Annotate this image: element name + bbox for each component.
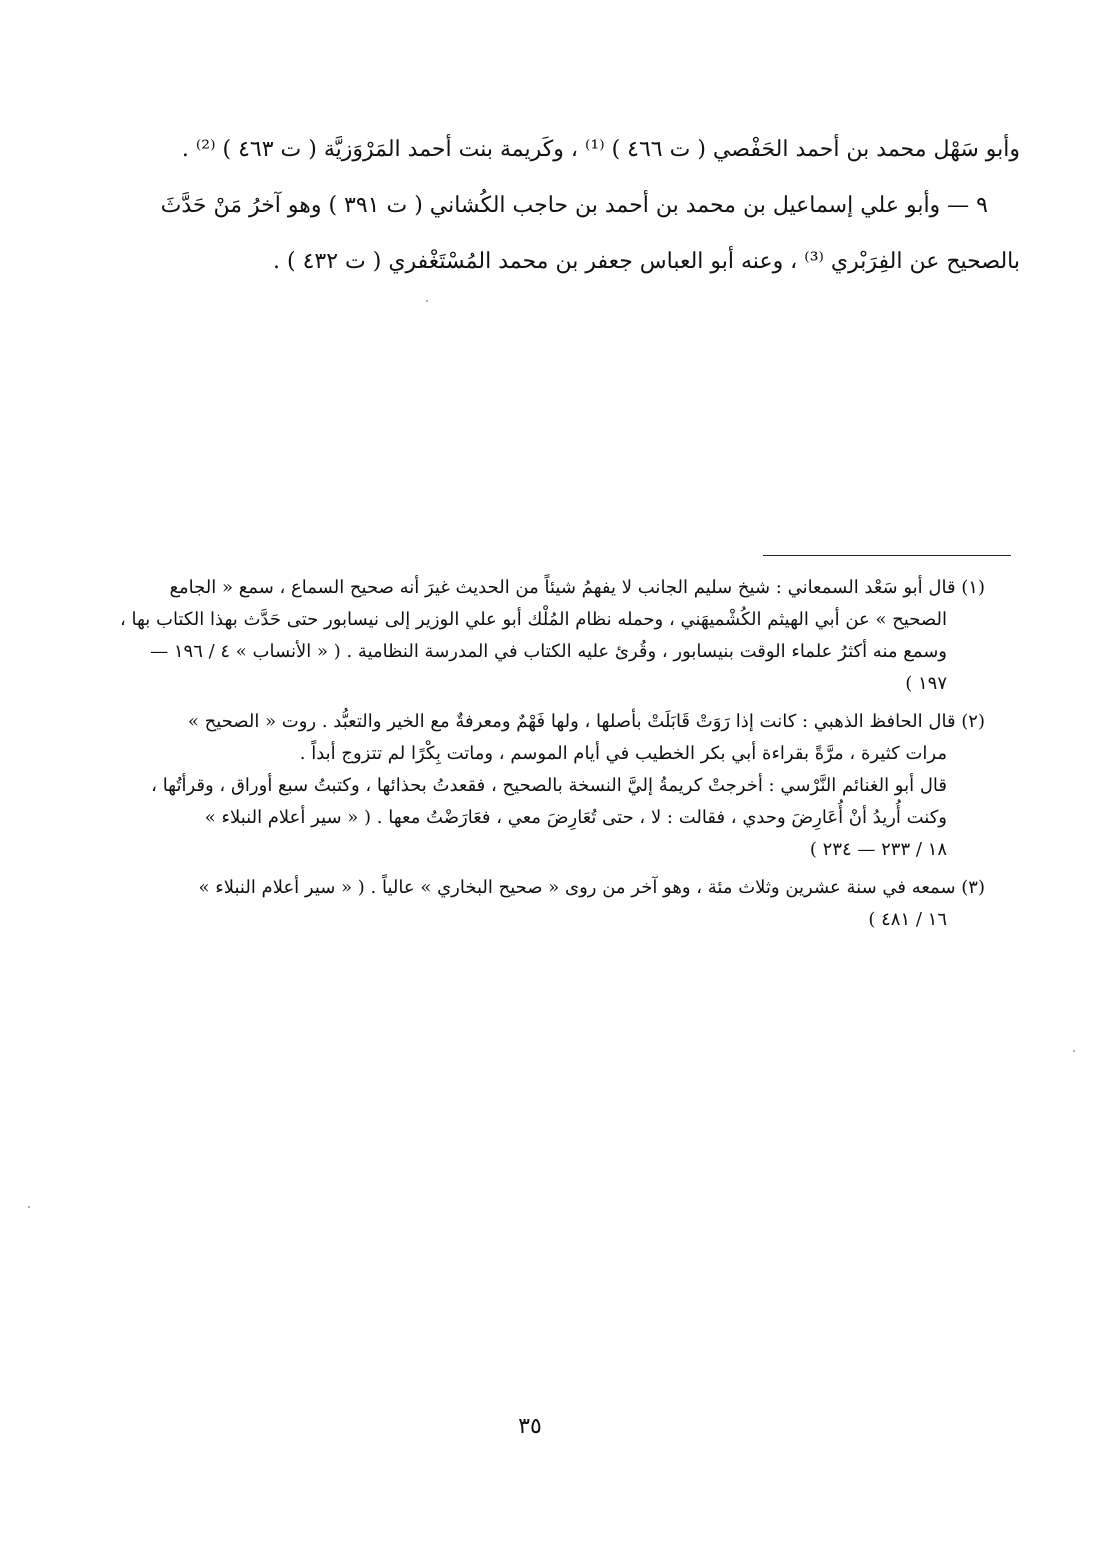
- footnote-line: ١٨ / ٢٣٣ — ٢٣٤ ): [809, 839, 947, 860]
- footnote-2: [100, 706, 985, 866]
- scan-speck: [28, 1206, 30, 1208]
- footnote-line: مرات كثيرة ، مرَّةً بقراءة أبي بكر الخطيب في أيام الموسم ، وماتت بِكْرًا لم تتزوج أبداً .: [299, 743, 947, 764]
- footnote-line: الصحيح » عن أبي الهيثم الكُشْميهَني ، وحمله نظام المُلْك أبو علي الوزير إلى نيسابور حتى حَدَّث بهذا الكتاب بها ،: [119, 609, 947, 630]
- page-number: ٣٥: [518, 1414, 542, 1439]
- main-text-line: وأبو سَهْل محمد بن أحمد الحَفْصي ( ت ٤٦٦ ) ⁽¹⁾ ، وكَريمة بنت أحمد المَرْوَزيَّة ( ت ٤٦٣ ) ⁽²⁾ .: [181, 137, 1020, 162]
- footnote-line: ١٩٧ ): [905, 673, 947, 694]
- main-text: [100, 122, 1020, 290]
- footnote-separator: [763, 555, 1011, 556]
- footnote-line: وكنت أُريدُ أنْ أُعَارِضَ وحدي ، فقالت : لا ، حتى تُعَارِضَ معي ، فعَارَضْتُ معها . ( « سير أعلام النبلاء »: [204, 807, 947, 828]
- footnote-line: وسمع منه أكثرُ علماء الوقت بنيسابور ، وقُرئ عليه الكتاب في المدرسة النظامية . ( « الأنساب » ٤ / ١٩٦ —: [150, 641, 947, 662]
- scan-speck: [1073, 1050, 1075, 1052]
- footnote-line: (٢) قال الحافظ الذهبي : كانت إذا رَوَتْ قَابَلَتْ بأصلها ، ولها فَهْمٌ ومعرفةٌ مع الخير والتعبُّد . روت « الصحيح »: [187, 711, 985, 732]
- footnote-line: ١٦ / ٤٨١ ): [868, 909, 947, 930]
- footnote-line: (٣) سمعه في سنة عشرين وثلاث مئة ، وهو آخر من روى « صحيح البخاري » عالياً . ( « سير أعلام النبلاء »: [198, 877, 985, 898]
- main-text-line: ٩ — وأبو علي إسماعيل بن محمد بن أحمد بن حاجب الكُشاني ( ت ٣٩١ ) وهو آخرُ مَنْ حَدَّثَ: [160, 193, 988, 218]
- main-text-line: بالصحيح عن الفِرَبْري ⁽³⁾ ، وعنه أبو العباس جعفر بن محمد المُسْتَغْفري ( ت ٤٣٢ ) .: [273, 249, 1020, 274]
- scan-speck: [426, 300, 428, 302]
- footnote-1: [100, 572, 985, 700]
- footnote-line: قال أبو الغنائم النَّرْسي : أخرجتْ كريمةُ إليَّ النسخة بالصحيح ، فقعدتُ بحذائها ، وكتبتُ سبع أوراق ، وقرأتُها ،: [151, 775, 947, 796]
- footnote-line: (١) قال أبو سَعْد السمعاني : شيخ سليم الجانب لا يفهمُ شيئاً من الحديث غيرَ أنه صحيح السماع ، سمع « الجامع: [169, 577, 985, 598]
- footnotes: [100, 572, 985, 942]
- footnote-3: [100, 872, 985, 936]
